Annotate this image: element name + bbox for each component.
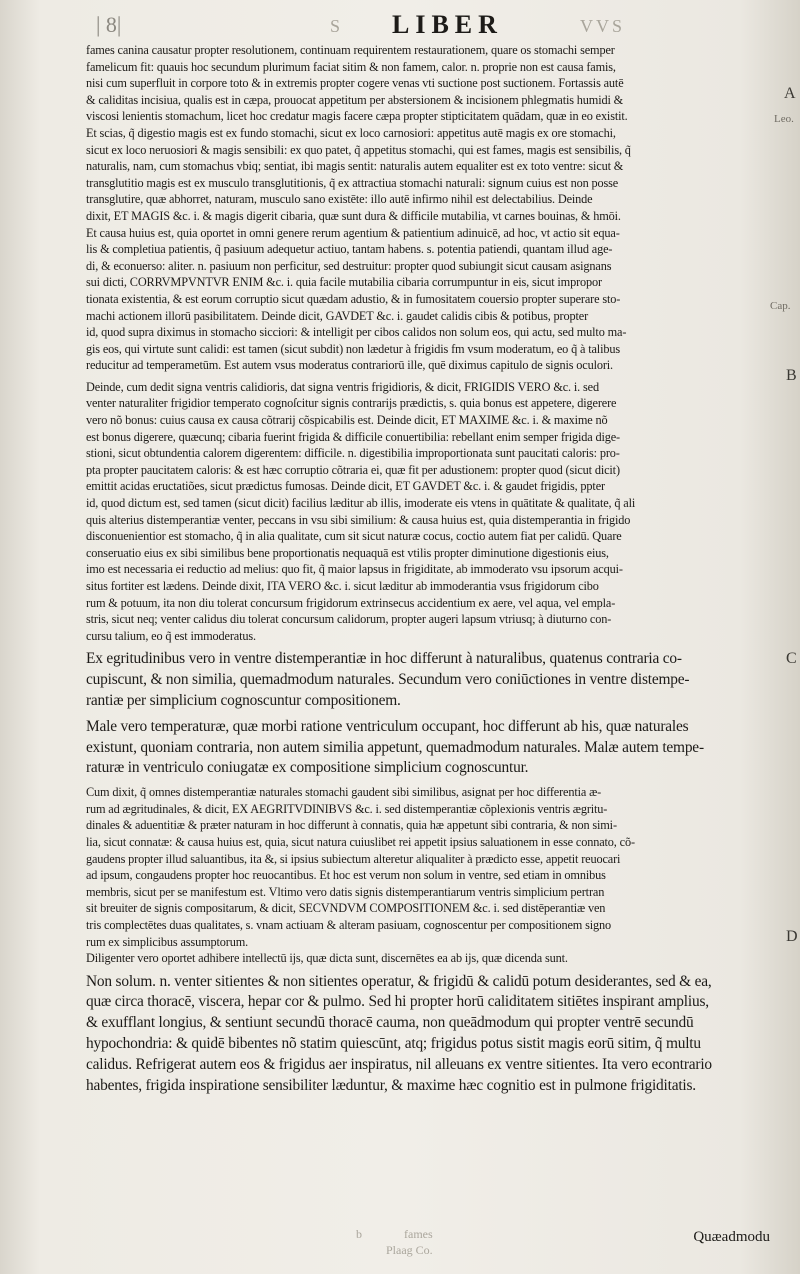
text-line-commentary: sicut ex loco neruosiori & magis sensibili: ex quo patet, q̃ appetitus stomachi, qui est fames, magis est sensibilis, q̃ (86, 142, 631, 157)
text-line-commentary: reducitur ad temperametūm. Est autem vsus moderatus contrariorū ille, quē diximus capitulo de signis oculori. (86, 358, 613, 373)
text-line-commentary: stioni, sicut obtundentia calorem digerentem: difficile. n. digestibilia improportionata sunt paucitati caloris: pro- (86, 446, 620, 461)
text-line-commentary: ad ipsum, congaudens propter hoc reuocantibus. Et hoc est verum non solum in ventre, sed etiam in omnibus (86, 868, 606, 883)
text-line-commentary: stris, sicut neq; venter calidus diu tolerat concursum calidorum, propter augeri lapsum vtriusq; à diuturno con- (86, 612, 612, 627)
text-line-primary: cupiscunt, & non similia, quemadmodum naturales. Secundum vero coniūctiones in ventre distempe- (86, 671, 690, 689)
text-line-commentary: cursu talium, eo q̃ est immoderatus. (86, 628, 256, 643)
margin-note: B (786, 367, 797, 384)
text-line-primary: & exufflant longius, & sentiunt secundū thoracē cauma, non queādmodum qui propter ventrē secundū (86, 1014, 694, 1032)
page-footer (86, 1223, 776, 1263)
text-line-commentary: conseruatio eius ex sibi similibus bene proportionatis nequaquā est vtilis propter diminutione digestionis eius, (86, 545, 609, 560)
page-folio: | 8| (96, 12, 122, 37)
bleed-through-footer-3: Plaag Co. (386, 1243, 433, 1257)
text-line-primary: calidus. Refrigerat autem eos & frigidus aer inspiratus, nil alleuans ex ventre sitientes. Ita vero econtrario (86, 1055, 712, 1073)
text-line-commentary: Et scias, q̃ digestio magis est ex fundo stomachi, sicut ex loco carnosiori: appetitus autē magis ex ore stomachi, (86, 125, 616, 140)
text-line-commentary: gaudens propter illud saluantibus, ita &, si ipsius subiectum alteretur aliqualiter à prædicto esse, appetit reuocari (86, 851, 621, 866)
text-line-commentary: Cum dixit, q̃ omnes distemperantiæ naturales stomachi gaudent sibi similibus, asignat per hoc differentia æ- (86, 785, 602, 800)
running-title: LIBER (392, 10, 503, 39)
text-line-commentary: lis & completiua patientis, q̃ pasiuum adequetur actiuo, tantam habens. s. potentia patiendi, quantam illud age- (86, 242, 613, 257)
bleed-through-right: VVS (580, 16, 626, 36)
text-line-commentary: di, & econuerso: aliter. n. pasiuum non perficitur, sed destruitur: propter quod subiungit sicut causam asignans (86, 258, 612, 273)
text-line-commentary: famelicum fit: quauis hoc secundum plurimum faciat sitim & non famem, calor. n. proprie non est causa famis, (86, 59, 616, 74)
text-line-commentary: rum ex simplicibus assumptorum. (86, 934, 249, 949)
text-line-primary: rantiæ per simplicium cognoscuntur compositionem. (86, 691, 401, 709)
text-line-commentary: quis alterius distemperantiæ venter, peccans in vsu sibi similium: & causa huius est, quia distemperantia in frigido (86, 512, 631, 527)
text-line-commentary: Deinde, cum dedit signa ventris calidioris, dat signa ventris frigidioris, & dicit, FRIGIDIS VERO &c. i. sed (86, 379, 599, 394)
text-line-primary: raturæ in ventriculo coniugatæ ex compositione simplicium cognoscuntur. (86, 759, 529, 777)
catchword: Quæadmodu (693, 1229, 770, 1245)
text-line-primary: Ex egritudinibus vero in ventre distemperantiæ in hoc differunt à naturalibus, quatenus contraria co- (86, 650, 682, 668)
text-line-commentary: Diligenter vero oportet adhibere intellectū ijs, quæ dicta sunt, discernētes ea ab ijs, quæ dicenda sunt. (86, 951, 568, 966)
bleed-through-footer-2: fames (404, 1227, 433, 1241)
text-line-commentary: situs fortiter est lædens. Deinde dixit, ITA VERO &c. i. sicut læditur ab immoderantia vsus frigidorum cibo (86, 579, 599, 593)
bleed-through-footer-1: b (356, 1227, 362, 1241)
text-line-commentary: nisi cum superfluit in corpore toto & in extremis propter cogere venas vti suctione post suctionem. Fortassis autē (86, 76, 624, 91)
margin-note: C (786, 650, 797, 667)
text-line-commentary: tionata existentia, & est eorum corruptio sicut quædam adustio, & in fumositatem couersio propter superare sto- (86, 291, 621, 306)
text-line-commentary: est bonus digerere, quæcunq; cibaria fuerint frigida & difficile conuertibilia: rebellant enim semper frigida dige- (86, 429, 620, 444)
text-line-commentary: dixit, ET MAGIS &c. i. & magis digerit cibaria, quæ sunt dura & difficile mutabilia, vt carnes bouinas, & hmōi. (86, 208, 621, 223)
text-line-commentary: vero nõ bonus: cuius causa ex causa cõtrarij cõspicabilis est. Deinde dicit, ET MAXIME &c. i. & maxime nõ (86, 413, 608, 428)
text-line-commentary: transglutire, quæ abhorret, naturam, musculo sano existēte: illo autē infirmo nihil est delectabilius. Deinde (86, 192, 593, 207)
text-line-commentary: id, quod supra diximus in stomacho sicciori: & intelligit per cibos calidos non solum eos, qui actu, sed multo ma- (86, 325, 627, 340)
bleed-through-left: S (330, 16, 344, 36)
text-line-commentary: fames canina causatur propter resolutionem, continuam requirentem restaurationem, quare os stomachi semper (86, 43, 615, 57)
text-line-commentary: dinales & aduentitiæ & præter naturam in hoc differunt à connatis, quia hæ appetunt sibi contraria, & non simi- (86, 818, 617, 833)
body-text (86, 42, 776, 1096)
text-line-commentary: membris, sicut per se manifestum est. Vltimo vero datis signis distemperantiarum ventris simplicium pertran (86, 884, 605, 899)
text-line-commentary: rum ad ægritudinales, & dicit, EX AEGRITVDINIBVS &c. i. sed distemperantiæ cõplexionis ventris ægritu- (86, 801, 608, 816)
text-line-commentary: emittit acidas eructatiões, sicut prædictus fumosas. Deinde dicit, ET GAVDET &c. i. & gaudet frigidis, ppter (86, 479, 605, 494)
text-line-commentary: lia, sicut connatæ: & causa huius est, quia, sicut natura cuiuslibet rei appetit ipsius saluationem in esse connato, cõ- (86, 834, 635, 849)
text-line-commentary: tris complectētes duas qualitates, s. vnam actiuam & alteram pasiuam, cognoscentur per compositionem signo (86, 917, 612, 932)
text-line-primary: existunt, quoniam contraria, non autem similia appetunt, quemadmodum naturales. Malæ autem tempe- (86, 738, 704, 756)
text-line-commentary: naturalis, nam, cum stomachus vbiq; sentiat, ibi magis sentit: naturalis autem equaliter est ex toto ventre: sicut & (86, 159, 624, 174)
text-line-primary: hypochondria: & quidē bibentes nõ statim quiescūnt, atq; frigidus potus sistit magis eorū sitim, q̃ multu (86, 1035, 701, 1053)
text-line-commentary: venter naturaliter frigidior temperato cognoſcitur signis contrarijs prædictis, s. quia bonus est appetere, digerere (86, 396, 617, 411)
text-line-commentary: gis eos, qui virtute sunt calidi: est tamen (sicut subdit) non lædetur à frigidis fm vsum moderatum, eo q̃ à talibus (86, 341, 620, 356)
text-line-commentary: Et causa huius est, quia oportet in omni genere rerum agentium & patientium adinuicē, ad hoc, vt actio sit equa- (86, 225, 620, 240)
text-line-commentary: rum & potuum, ita non diu tolerat concursum frigidorum extrinsecus accidentium ex aere, vel aqua, vel empla- (86, 595, 616, 610)
text-line-primary: habentes, frigida inspiratione sensibiliter læduntur, & maxime hæc cognitio est in pulmone frigiditatis. (86, 1076, 696, 1094)
text-line-commentary: imo est necessaria ei reductio ad melius: quo fit, q̃ maior lapsus in frigiditate, ab immoderato vsu ipsorum acqui- (86, 562, 623, 577)
text-line-primary: Male vero temperaturæ, quæ morbi ratione ventriculum occupant, hoc differunt ab his, quæ naturales (86, 717, 689, 735)
text-line-commentary: pta propter paucitatem caloris: & est hæc corruptio cõtraria ei, quæ fit per adustionem: propter quod (sicut dicit) (86, 462, 620, 477)
margin-note: Leo. (774, 113, 794, 125)
text-line-commentary: transglutitio magis est ex musculo transglutitionis, q̃ ex attractiua stomachi naturali: signum cuius est non posse (86, 175, 619, 190)
text-line-commentary: & caliditas incisiua, qualis est in cæpa, prouocat appetitum per abstersionem & incisionem phlegmatis humidi & (86, 92, 624, 107)
text-line-primary: Non solum. n. venter sitientes & non sitientes operatur, & frigidū & calidū potum desiderantes, sed & ea, (86, 972, 712, 990)
running-header (60, 8, 760, 42)
text-line-commentary: viscosi lenientis stomachum, licet hoc credatur magis facere cæpa propter stipticitatem quādam, quæ in eo existit. (86, 109, 628, 124)
margin-note: A (784, 85, 796, 102)
text-line-commentary: machi actionem illorū pasibilitatem. Deinde dicit, GAVDET &c. i. gaudet calidis cibis & potibus, propter (86, 308, 589, 323)
margin-note: Cap. (770, 300, 791, 312)
text-line-commentary: id, quod dictum est, sed tamen (sicut dicit) facilius læditur ab illis, imoderate eis vtens in quātitate & qualitate, q̃ ali (86, 496, 636, 511)
text-line-commentary: sit breuiter de signis compositarum, & dicit, SECVNDVM COMPOSITIONEM &c. i. sed distēperantiæ ven (86, 901, 606, 916)
text-line-commentary: disconuenientior est stomacho, q̃ in alia qualitate, cum sit sicut naturæ cocus, coctio autem fiat per calidū. Quare (86, 529, 622, 544)
margin-note: D (786, 928, 798, 945)
text-line-primary: quæ circa thoracē, viscera, hepar cor & pulmo. Sed hi propter horū caliditatem sitiētes inspirant amplius, (86, 993, 709, 1011)
text-line-commentary: sui dicti, CORRVMPVNTVR ENIM &c. i. quia facile mutabilia cibaria corrumpuntur in eis, sicut impropor (86, 275, 602, 290)
